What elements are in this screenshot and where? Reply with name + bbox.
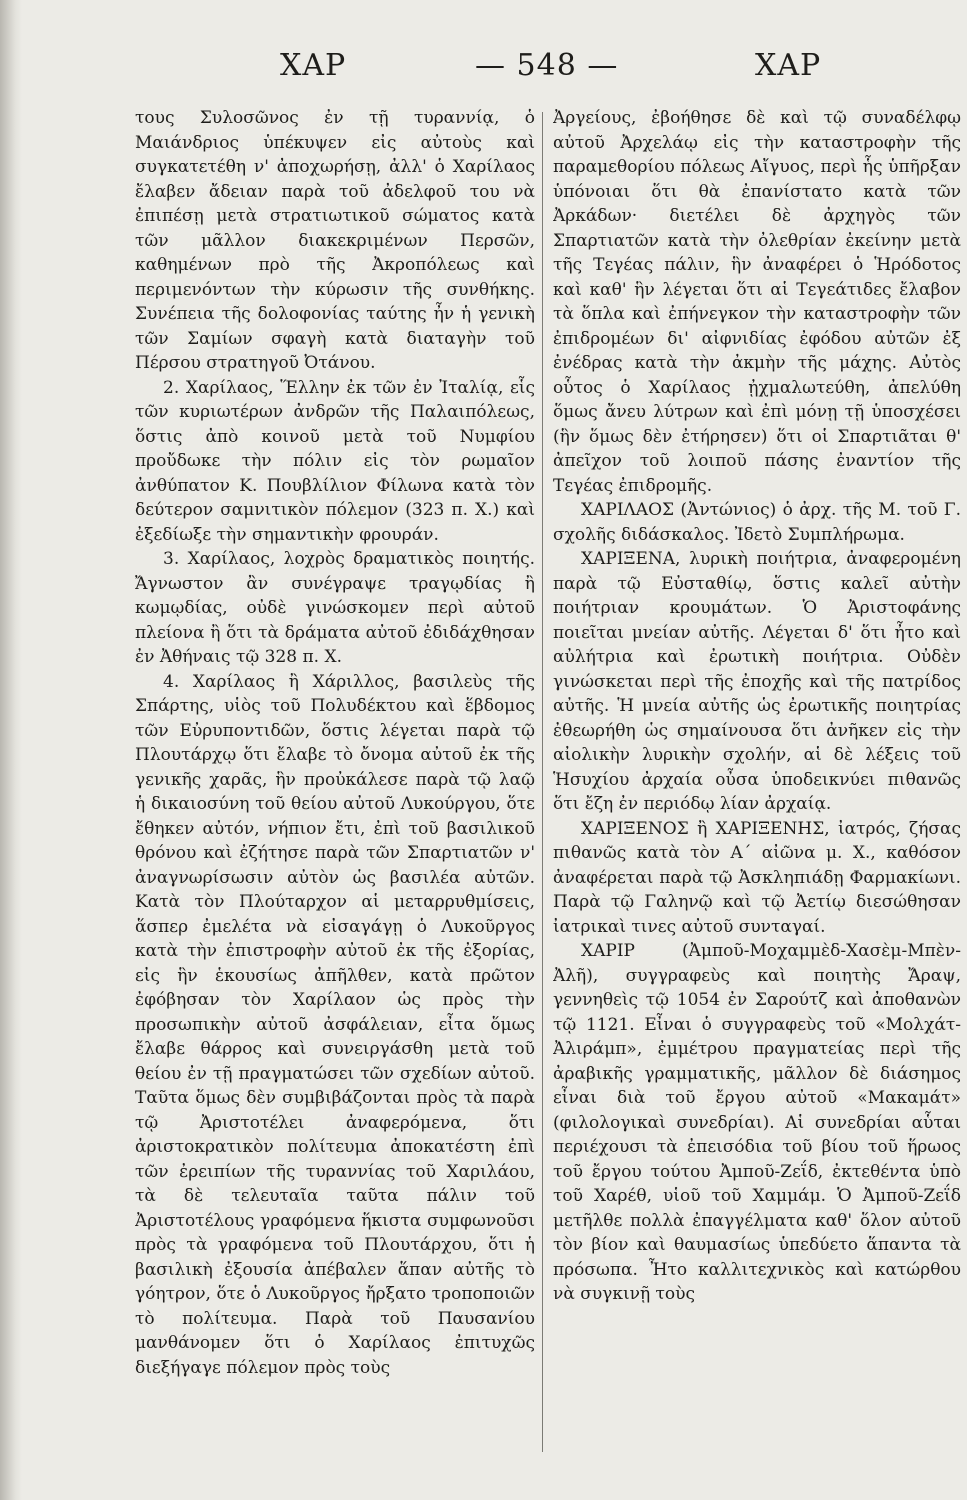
column-divider	[542, 112, 543, 1452]
entry-paragraph: ΧΑΡΙΛΑΟΣ (Ἀντώνιος) ὁ ἀρχ. τῆς Μ. τοῦ Γ. σχολῆς διδάσκαλος. Ἰδετὸ Συμπλήρωμα.	[553, 500, 961, 545]
entry-paragraph: ΧΑΡΙΡ (Ἀμποῦ-Μοχαμμὲδ-Χασὲμ-Μπὲν-Ἀλῆ), συγγραφεὺς καὶ ποιητὴς Ἄραψ, γεννηθεὶς τῷ 1054 ἐν Σαρούτζ καὶ ἀποθανὼν τῷ 1121. Εἶναι ὁ συγγραφεὺς τοῦ «Μολχάτ-Ἀλιράμπ», ἐμμέτρου πραγματείας περὶ τῆς ἀραβικῆς γραμματικῆς, μᾶλλον δὲ διάσημος εἶναι διὰ τοῦ ἔργου αὐτοῦ «Μακαμάτ» (φιλολογικαὶ συνεδρίαι). Αἱ συνεδρίαι αὗται περιέχουσι τὰ ἐπεισόδια τοῦ βίου τοῦ ἥρωος τοῦ ἔργου τούτου Ἀμποῦ-Ζεΐδ, ἐκτεθέντα ὑπὸ τοῦ Χαρέθ, υἱοῦ τοῦ Χαμμάμ. Ὁ Ἀμποῦ-Ζεΐδ μετῆλθε πολλὰ ἐπαγγέλματα καθ' ὅλον αὐτοῦ τὸν βίον καὶ θαυμασίως ὑπεδύετο ἅπαντα τὰ πρόσωπα. Ἦτο καλλιτεχνικὸς καὶ κατώρθου νὰ συγκινῇ τοὺς	[553, 941, 961, 1304]
entry-paragraph: 4. Χαρίλαος ἢ Χάριλλος, βασιλεὺς τῆς Σπάρτης, υἱὸς τοῦ Πολυδέκτου καὶ ἕβδομος τῶν Εὐρυποντιδῶν, ὅστις λέγεται παρὰ τῷ Πλουτάρχῳ ὅτι ἔλαβε τὸ ὄνομα αὐτοῦ ἐκ τῆς γενικῆς χαρᾶς, ἣν προὐκάλεσε παρὰ τῷ λαῷ ἡ δικαιοσύνη τοῦ θείου αὐτοῦ Λυκούργου, ὅτε ἔθηκεν αὐτόν, νήπιον ἔτι, ἐπὶ τοῦ βασιλικοῦ θρόνου καὶ ἐζήτησε παρὰ τῶν Σπαρτιατῶν ν' ἀναγνωρίσωσιν αὐτὸν ὡς βασιλέα αὐτῶν. Κατὰ τὸν Πλούταρχον αἱ μεταρρυθμίσεις, ἅσπερ ἐμελέτα νὰ εἰσαγάγῃ ὁ Λυκοῦργος κατὰ τὴν ἐπιστροφὴν αὐτοῦ ἐκ τῆς ἐξορίας, εἰς ἣν ἑκουσίως ἀπῆλθεν, κατὰ πρῶτον ἐφόβησαν τὸν Χαρίλαον ὡς πρὸς τὴν προσωπικὴν αὐτοῦ ἀσφάλειαν, εἶτα ὅμως ἔλαβε θάρρος καὶ συνειργάσθη μετὰ τοῦ θείου ἐν τῇ πραγματώσει τῶν σχεδίων αὐτοῦ. Ταῦτα ὅμως δὲν συμβιβάζονται πρὸς τὰ παρὰ τῷ Ἀριστοτέλει ἀναφερόμενα, ὅτι ἀριστοκρατικὸν πολίτευμα ἀποκατέστη ἐπὶ τῶν ἐρειπίων τῆς τυραννίας τοῦ Χαριλάου, τὰ δὲ τελευταῖα ταῦτα πάλιν τοῦ Ἀριστοτέλους γραφόμενα ἥκιστα συμφωνοῦσι πρὸς τὰ γραφόμενα τοῦ Πλουτάρχου, ὅτι ἡ βασιλικὴ ἐξουσία ἀπέβαλεν ἅπαν αὐτῆς τὸ γόητρον, ὅτε ὁ Λυκοῦργος ἤρξατο τροποποιῶν τὸ πολίτευμα. Παρὰ τοῦ Παυσανίου μανθάνομεν ὅτι ὁ Χαρίλαος ἐπιτυχῶς διεξήγαγε πόλεμον πρὸς τοὺς	[135, 671, 535, 1378]
entry-paragraph: 3. Χαρίλαος, λοχρὸς δραματικὸς ποιητής. Ἄγνωστον ἂν συνέγραψε τραγῳδίας ἢ κωμῳδίας, οὐδὲ γινώσκομεν περὶ αὐτοῦ πλείονα ἢ ὅτι τὰ δράματα αὐτοῦ ἐδιδάχθησαν ἐν Ἀθήναις τῷ 328 π. Χ.	[135, 549, 535, 667]
left-column	[135, 106, 535, 1486]
entry-paragraph: ΧΑΡΙΞΕΝΟΣ ἢ ΧΑΡΙΞΕΝΗΣ, ἰατρός, ζήσας πιθανῶς κατὰ τὸν Α΄ αἰῶνα μ. Χ., καθόσον ἀναφέρεται παρὰ τῷ Ἀσκληπιάδῃ Φαρμακίωνι. Παρὰ τῷ Γαληνῷ καὶ τῷ Ἀετίῳ διεσώθησαν ἰατρικαὶ τινες αὐτοῦ συνταγαί.	[553, 818, 961, 937]
page-number: — 548 —	[475, 48, 619, 83]
header-right-word: ΧΑΡ	[755, 48, 822, 83]
page-header	[130, 48, 930, 100]
entry-paragraph: 2. Χαρίλαος, Ἕλλην ἐκ τῶν ἐν Ἰταλίᾳ, εἷς τῶν κυριωτέρων ἀνδρῶν τῆς Παλαιπόλεως, ὅστις ἀπὸ κοινοῦ μετὰ τοῦ Νυμφίου προὔδωκε τὴν πόλιν εἰς τὸν ρωμαῖον ἀνθύπατον Κ. Πουβλίλιον Φίλωνα κατὰ τὸν δεύτερον σαμνιτικὸν πόλεμον (323 π. Χ.) καὶ ἐξεδίωξε τὴν σημαντικὴν φρουράν.	[135, 377, 535, 545]
page-binding-shadow	[0, 0, 22, 1500]
right-column	[553, 106, 961, 1486]
entry-paragraph: Ἀργείους, ἐβοήθησε δὲ καὶ τῷ συναδέλφῳ αὐτοῦ Ἀρχελάῳ εἰς τὴν καταστροφὴν τῆς παραμεθορίου πόλεως Αἴγυος, περὶ ἧς ὑπῆρξαν ὑπόνοιαι ὅτι θὰ ἐπανίστατο κατὰ τῶν Ἀρκάδων· διετέλει δὲ ἀρχηγὸς τῶν Σπαρτιατῶν κατὰ τὴν ὀλεθρίαν ἐκείνην μετὰ τῆς Τεγέας πάλιν, ἣν ἀναφέρει ὁ Ἡρόδοτος καὶ καθ' ἣν λέγεται ὅτι αἱ Τεγεάτιδες ἔλαβον τὰ ὅπλα καὶ ἐπήνεγκον τὴν καταστροφὴν τῶν ἐπιδρομέων δι' αἰφνιδίας ἐφόδου αὐτῶν ἐξ ἐνέδρας κατὰ τὴν ἀκμὴν τῆς μάχης. Αὐτὸς οὗτος ὁ Χαρίλαος ᾐχμαλωτεύθη, ἀπελύθη ὅμως ἄνευ λύτρων καὶ ἐπὶ μόνῃ τῇ ὑποσχέσει (ἣν ὅμως δὲν ἐτήρησεν) ὅτι οἱ Σπαρτιᾶται θ' ἀπεῖχον τοῦ λοιποῦ πάσης ἐναντίον τῆς Τεγέας ἐπιδρομῆς.	[553, 108, 961, 496]
entry-paragraph: τους Συλοσῶνος ἐν τῇ τυραννίᾳ, ὁ Μαιάνδριος ὑπέκυψεν εἰς αὐτοὺς καὶ συγκατετέθη ν' ἀποχωρήσῃ, ἀλλ' ὁ Χαρίλαος ἔλαβεν ἄδειαν παρὰ τοῦ ἀδελφοῦ του νὰ ἐπιπέσῃ μετὰ στρατιωτικοῦ σώματος κατὰ τῶν μᾶλλον διακεκριμένων Περσῶν, καθημένων πρὸ τῆς Ἀκροπόλεως καὶ περιμενόντων τὴν κύρωσιν τῆς συνθήκης. Συνέπεια τῆς δολοφονίας ταύτης ἦν ἡ γενικὴ τῶν Σαμίων σφαγὴ κατὰ διαταγὴν τοῦ Πέρσου στρατηγοῦ Ὀτάνου.	[135, 108, 535, 373]
entry-paragraph: ΧΑΡΙΞΕΝΑ, λυρικὴ ποιήτρια, ἀναφερομένη παρὰ τῷ Εὐσταθίῳ, ὅστις καλεῖ αὐτὴν ποιήτριαν κρουμάτων. Ὁ Ἀριστοφάνης ποιεῖται μνείαν αὐτῆς. Λέγεται δ' ὅτι ἦτο καὶ αὐλήτρια καὶ ἐρωτικὴ ποιήτρια. Οὐδὲν γινώσκεται περὶ τῆς ἐποχῆς καὶ τῆς πατρίδος αὐτῆς. Ἡ μνεία αὐτῆς ὡς ἐρωτικῆς ποιητρίας ἐθεωρήθη ὡς σημαίνουσα ὅτι ἀνῆκεν εἰς τὴν αἰολικὴν λυρικὴν σχολήν, αἱ δὲ λέξεις τοῦ Ἡσυχίου ἀρχαία οὖσα ὑποδεικνύει πιθανῶς ὅτι ἔζη ἐν περιόδῳ λίαν ἀρχαίᾳ.	[553, 549, 961, 814]
header-left-word: ΧΑΡ	[280, 48, 347, 83]
